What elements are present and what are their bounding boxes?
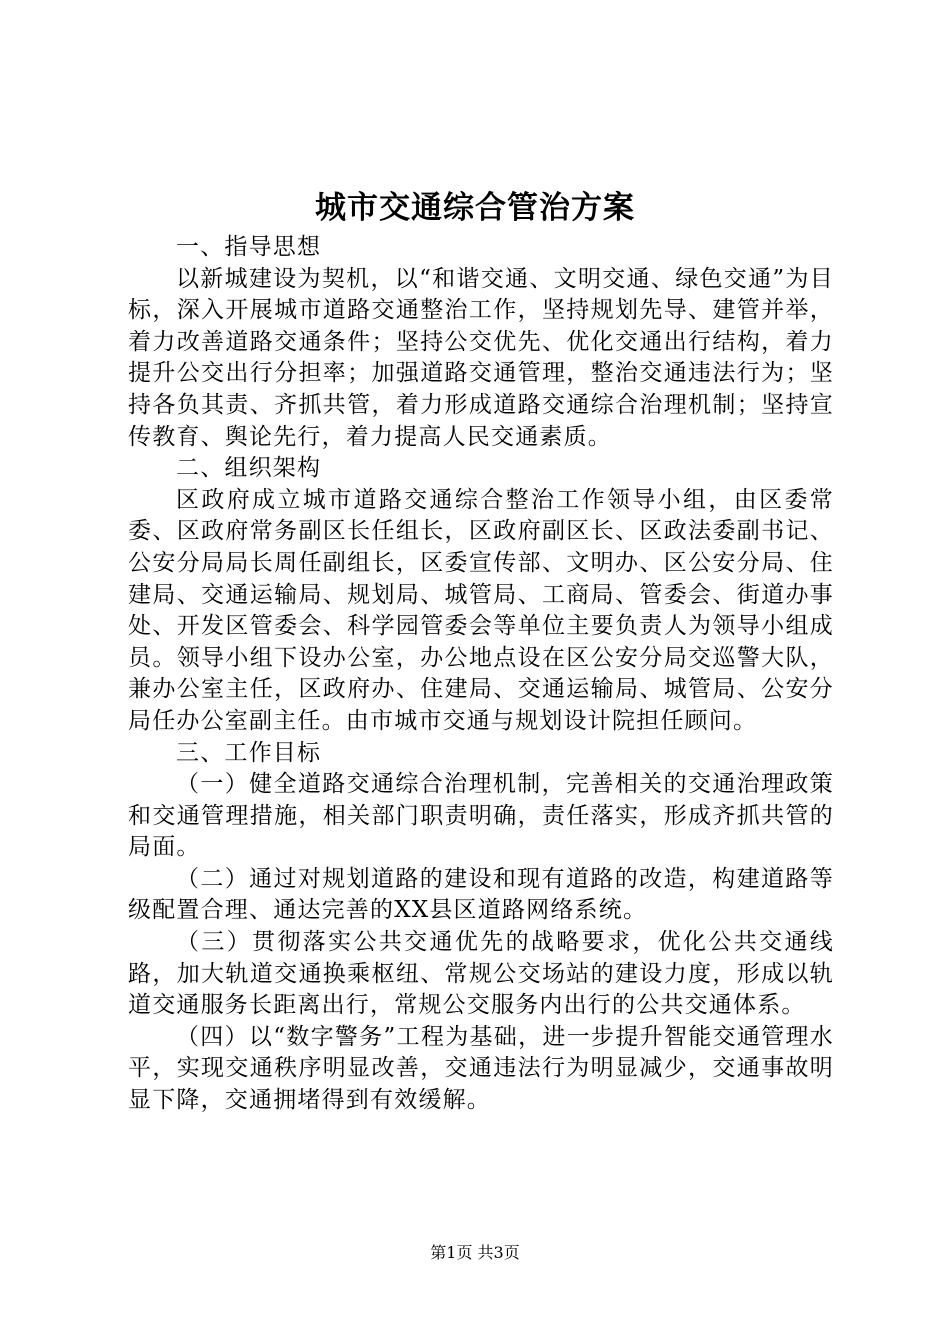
paragraph-goal-3: （三）贯彻落实公共交通优先的战略要求，优化公共交通线路，加大轨道交通换乘枢纽、常规公交场站的建设力度，形成以轨道交通服务长距离出行，常规公交服务内出行的公共交通体系。	[128, 929, 834, 1019]
section-heading-organization: 二、组织架构	[176, 455, 322, 482]
section-heading-work-goals: 三、工作目标	[176, 739, 322, 766]
paragraph-goal-4: （四）以“数字警务”工程为基础，进一步提升智能交通管理水平，实现交通秩序明显改善，交通违法行为明显减少，交通事故明显下降，交通拥堵得到有效缓解。	[128, 1023, 834, 1114]
paragraph-guiding-ideology: 以新城建设为契机，以“和谐交通、文明交通、绿色交通”为目标，深入开展城市道路交通整治工作，坚持规划先导、建管并举，着力改善道路交通条件；坚持公交优先、优化交通出行结构，着力提升公交出行分担率；加强道路交通管理，整治交通违法行为；坚持各负其责、齐抓共管，着力形成道路交通综合治理机制；坚持宣传教育、舆论先行，着力提高人民交通素质。	[128, 265, 834, 450]
page-footer: 第1页 共3页	[430, 1243, 520, 1262]
document-body	[128, 232, 834, 1117]
paragraph-organization: 区政府成立城市道路交通综合整治工作领导小组，由区委常委、区政府常务副区长任组长，区政府副区长、区政法委副书记、公安分局局长周任副组长，区委宣传部、文明办、区公安分局、住建局、交通运输局、规划局、城管局、工商局、管委会、街道办事处、开发区管委会、科学园管委会等单位主要负责人为领导小组成员。领导小组下设办公室，办公地点设在区公安分局交巡警大队，兼办公室主任，区政府办、住建局、交通运输局、城管局、公安分局任办公室副主任。由市城市交通与规划设计院担任顾问。	[128, 486, 834, 734]
paragraph-goal-2: （二）通过对规划道路的建设和现有道路的改造，构建道路等级配置合理、通达完善的XX县区道路网络系统。	[128, 865, 834, 924]
document-title: 城市交通综合管治方案	[315, 190, 635, 226]
section-heading-guiding-ideology: 一、指导思想	[176, 234, 322, 260]
paragraph-goal-1: （一）健全道路交通综合治理机制，完善相关的交通治理政策和交通管理措施，相关部门职责明确，责任落实，形成齐抓共管的局面。	[128, 771, 834, 861]
